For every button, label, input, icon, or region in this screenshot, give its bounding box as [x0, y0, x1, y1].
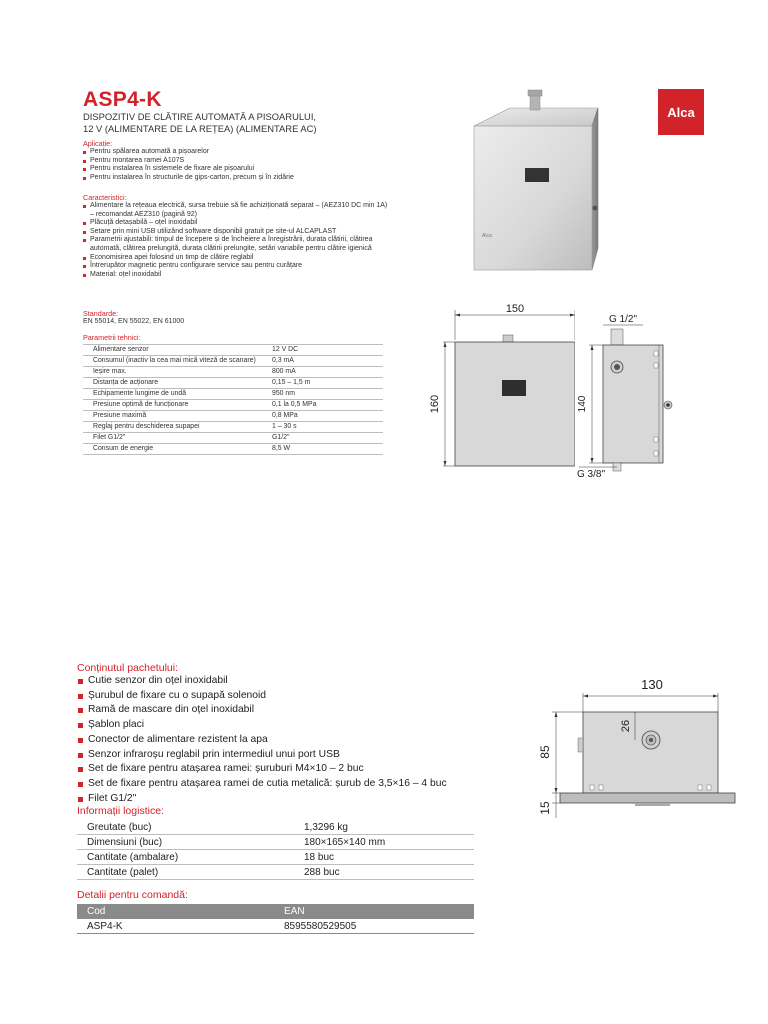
front-height-label: 160 [429, 394, 441, 414]
parametri-label: Alimentare senzor [83, 345, 262, 356]
pachet-list-item: Șablon placi [77, 718, 517, 733]
parametri-row [83, 422, 383, 433]
logistice-value: 1,3296 kg [294, 820, 474, 835]
pachet-list-item: Senzor infraroșu reglabil prin intermediul unui port USB [77, 748, 517, 763]
parametri-value: 1 – 30 s [262, 422, 383, 433]
subtitle-line-1: DISPOZITIV DE CLĂTIRE AUTOMATĂ A PISOARULUI, [83, 111, 317, 122]
comanda-col-ean: EAN [274, 904, 474, 919]
caracteristici-list-item: Parametrii ajustabili: timpul de începere și de încheiere a înregistrării, durata clătirii, clătirea automată, clătirea prelungită, durata clătirii prelungite, setări variabile pentru clătire igienică [83, 236, 393, 253]
parametri-value: 0,15 – 1,5 m [262, 378, 383, 389]
caracteristici-list-item: Material: oțel inoxidabil [83, 271, 393, 280]
caracteristici-list [83, 202, 393, 279]
parametri-value: 0,8 MPa [262, 411, 383, 422]
aplicatie-list [83, 148, 393, 182]
logistice-table [77, 820, 474, 880]
caracteristici-list-item: Alimentare la rețeaua electrică, sursa trebuie să fie achiziționată separat – (AEZ310 DC min 1A) – recomandat AEZ310 (pagină 92) [83, 202, 393, 219]
logistice-value: 180×165×140 mm [294, 835, 474, 850]
product-image [470, 88, 610, 273]
parametri-label: Presiune maximă [83, 411, 262, 422]
pachet-list-item: Set de fixare pentru atașarea ramei: șuruburi M4×10 – 2 buc [77, 762, 517, 777]
parametri-value: 800 mA [262, 367, 383, 378]
standarde-heading: Standarde: [83, 309, 119, 318]
front-drawing [425, 300, 575, 490]
logistice-row [77, 835, 474, 850]
pachet-list-item: Set de fixare pentru atașarea ramei de cutia metalică: șurub de 3,5×16 – 4 buc [77, 777, 517, 792]
parametri-label: Ieșire max. [83, 367, 262, 378]
logistice-label: Cantitate (palet) [77, 865, 294, 880]
parametri-row [83, 400, 383, 411]
aplicatie-list-item: Pentru spălarea automată a pișoarelor [83, 148, 393, 157]
logistice-section [77, 805, 474, 880]
logistice-value: 18 buc [294, 850, 474, 865]
parametri-value: G1/2" [262, 433, 383, 444]
logistice-row [77, 850, 474, 865]
render-brand-mark: Alca [482, 233, 492, 239]
comanda-code: ASP4-K [77, 919, 274, 934]
caracteristici-list-item: Setare prin mini USB utilizând software disponibil gratuit pe site-ul ALCAPLAST [83, 228, 393, 237]
front-width-label: 150 [505, 303, 525, 315]
pachet-heading: Conținutul pachetului: [77, 662, 178, 674]
pachet-list-item: Conector de alimentare rezistent la apa [77, 733, 517, 748]
logistice-label: Greutate (buc) [77, 820, 294, 835]
bottom-width-label: 130 [641, 677, 663, 692]
parametri-label: Distanța de acționare [83, 378, 262, 389]
parametri-label: Filet G1/2" [83, 433, 262, 444]
parametri-row [83, 411, 383, 422]
bottom-offset-label: 26 [620, 719, 632, 733]
parametri-label: Echipamente lungime de undă [83, 389, 262, 400]
comanda-col-code: Cod [77, 904, 274, 919]
parametri-row [83, 356, 383, 367]
caracteristici-list-item: Plăcuță detașabilă – oțel inoxidabil [83, 219, 393, 228]
bottom-drawing [530, 668, 740, 828]
product-subtitle [83, 111, 383, 135]
caracteristici-list-item: Economisirea apei folosind un timp de clătire reglabil [83, 254, 393, 263]
comanda-ean: 8595580529505 [274, 919, 474, 934]
sensor-window [525, 168, 549, 182]
parametri-row [83, 345, 383, 356]
comanda-table [77, 904, 474, 934]
aplicatie-list-item: Pentru montarea ramei A107S [83, 157, 393, 166]
logistice-heading: Informații logistice: [77, 805, 164, 817]
logistice-row [77, 865, 474, 880]
pachet-list-item: Filet G1/2" [77, 792, 517, 807]
parametri-label: Presiune optimă de funcționare [83, 400, 262, 411]
side-bottom-label: G 3/8" [577, 469, 606, 480]
parametri-label: Consumul (inactiv la cea mai mică viteză de scanare) [83, 356, 262, 367]
aplicatie-list-item: Pentru instalarea în sistemele de fixare ale pișoarului [83, 165, 393, 174]
aplicatie-section [83, 139, 393, 182]
side-top-label: G 1/2" [608, 314, 638, 325]
aplicatie-list-item: Pentru instalarea în structurile de gips-carton, precum și în zidărie [83, 174, 393, 183]
parametri-row [83, 378, 383, 389]
logistice-label: Cantitate (ambalare) [77, 850, 294, 865]
pachet-list-item: Cutie senzor din oțel inoxidabil [77, 674, 517, 689]
caracteristici-heading: Caracteristici: [83, 193, 127, 202]
parametri-value: 0,1 la 0,5 MPa [262, 400, 383, 411]
aplicatie-heading: Aplicație: [83, 139, 113, 148]
logistice-row [77, 820, 474, 835]
parametri-label: Consum de energie [83, 444, 262, 455]
logo-text: Alca [667, 104, 695, 120]
bottom-height-label: 85 [538, 745, 552, 759]
logistice-value: 288 buc [294, 865, 474, 880]
caracteristici-section [83, 193, 393, 279]
side-drawing [575, 305, 680, 490]
comanda-row [77, 919, 474, 934]
parametri-table [83, 344, 383, 455]
pachet-list-item: Șurubul de fixare cu o supapă solenoid [77, 689, 517, 704]
logistice-label: Dimensiuni (buc) [77, 835, 294, 850]
parametri-section [83, 333, 383, 455]
pachet-list [77, 674, 517, 806]
parametri-value: 12 V DC [262, 345, 383, 356]
comanda-section [77, 889, 474, 934]
parametri-row [83, 389, 383, 400]
standarde-section [83, 309, 393, 325]
caracteristici-list-item: Întrerupător magnetic pentru configurare service sau pentru curățare [83, 262, 393, 271]
pachet-section [77, 662, 517, 806]
parametri-value: 0,3 mA [262, 356, 383, 367]
parametri-label: Reglaj pentru deschiderea supapei [83, 422, 262, 433]
standarde-text: EN 55014, EN 55022, EN 61000 [83, 318, 185, 325]
subtitle-line-2: 12 V (ALIMENTARE DE LA REȚEA) (ALIMENTARE AC) [83, 123, 317, 134]
alca-logo [658, 89, 704, 135]
parametri-value: 950 nm [262, 389, 383, 400]
parametri-row [83, 444, 383, 455]
comanda-header-row [77, 904, 474, 919]
comanda-heading: Detalii pentru comandă: [77, 889, 188, 901]
bottom-base-label: 15 [538, 801, 552, 815]
product-title: ASP4-K [83, 88, 162, 111]
parametri-row [83, 367, 383, 378]
parametri-heading: Parametrii tehnici: [83, 333, 141, 342]
pachet-list-item: Ramă de mascare din oțel inoxidabil [77, 703, 517, 718]
side-height-label: 140 [577, 395, 588, 413]
parametri-value: 8,5 W [262, 444, 383, 455]
parametri-row [83, 433, 383, 444]
